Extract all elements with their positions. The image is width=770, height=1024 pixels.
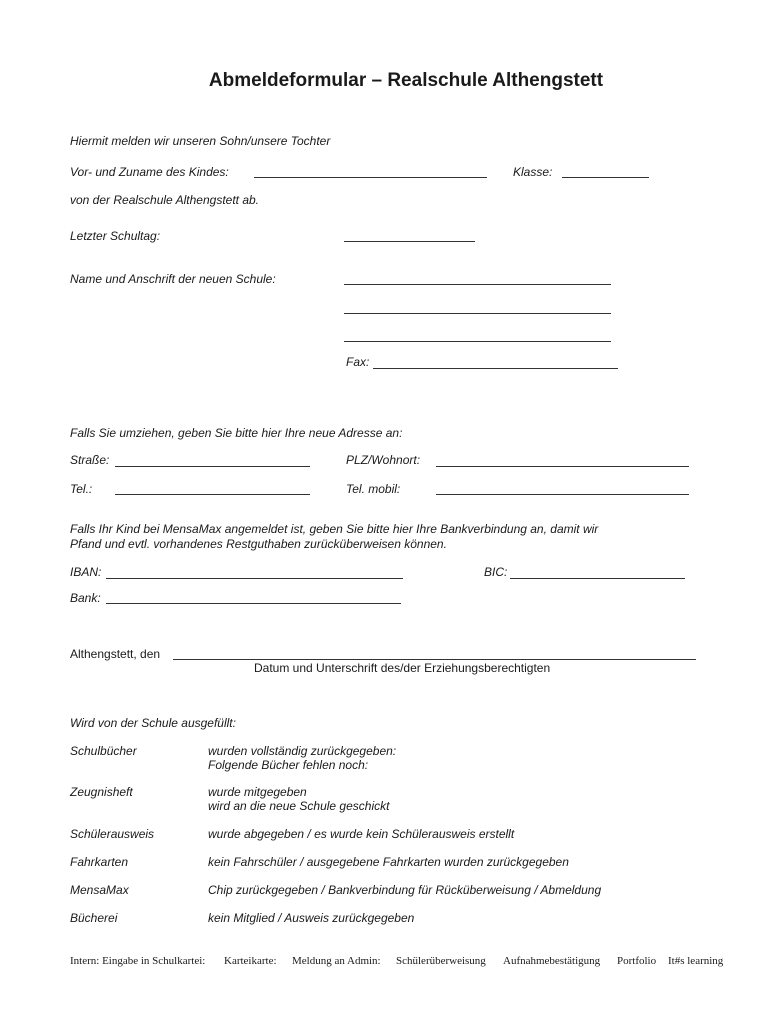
school-row-label: Schulbücher (70, 744, 137, 758)
bank-line[interactable] (106, 603, 401, 604)
footer-intern: Intern: Eingabe in Schulkartei: (70, 955, 206, 967)
new-school-line-3[interactable] (344, 341, 611, 342)
child-name-line[interactable] (254, 177, 487, 178)
last-day-line[interactable] (344, 241, 475, 242)
school-leave-text: von der Realschule Althengstett ab. (70, 193, 260, 207)
class-label: Klasse: (513, 165, 553, 179)
place-date-label: Althengstett, den (70, 647, 161, 661)
mensa-text-line-1: Falls Ihr Kind bei MensaMax angemeldet ist, geben Sie bitte hier Ihre Bankverbindung an, damit wir (70, 522, 599, 536)
bank-label: Bank: (70, 591, 101, 605)
footer-admin: Meldung an Admin: (292, 955, 381, 967)
signature-line[interactable] (173, 659, 696, 660)
school-row-text: kein Mitglied / Ausweis zurückgegeben (208, 911, 415, 925)
child-name-label: Vor- und Zuname des Kindes: (70, 165, 229, 179)
class-line[interactable] (562, 177, 649, 178)
street-line[interactable] (115, 466, 310, 467)
school-row-label: Schülerausweis (70, 827, 155, 841)
school-section-title: Wird von der Schule ausgefüllt: (70, 716, 236, 730)
school-row-label: MensaMax (70, 883, 129, 897)
iban-line[interactable] (106, 578, 403, 579)
mensa-text-line-2: Pfand und evtl. vorhandenes Restguthaben zurücküberweisen können. (70, 537, 447, 551)
new-address-intro: Falls Sie umziehen, geben Sie bitte hier Ihre neue Adresse an: (70, 426, 403, 440)
school-row-text: wurde mitgegeben (208, 785, 307, 799)
street-label: Straße: (70, 453, 110, 467)
school-row-label: Zeugnisheft (70, 785, 133, 799)
school-row-text: wurde abgegeben / es wurde kein Schülerausweis erstellt (208, 827, 515, 841)
footer-aufnahme: Aufnahmebestätigung (503, 955, 601, 967)
footer-portfolio: Portfolio (617, 955, 657, 967)
footer-ueberweisung: Schülerüberweisung (396, 955, 486, 967)
fax-label: Fax: (346, 355, 370, 369)
phone-label: Tel.: (70, 482, 93, 496)
school-row-label: Fahrkarten (70, 855, 129, 869)
school-row-label: Bücherei (70, 911, 118, 925)
bic-label: BIC: (484, 565, 508, 579)
school-row-text: wurden vollständig zurückgegeben: (208, 744, 397, 758)
school-row-text: Folgende Bücher fehlen noch: (208, 758, 369, 772)
footer-learning: It#s learning (668, 955, 724, 967)
new-school-line-2[interactable] (344, 313, 611, 314)
mobile-line[interactable] (436, 494, 689, 495)
new-school-label: Name und Anschrift der neuen Schule: (70, 272, 276, 286)
signature-caption: Datum und Unterschrift des/der Erziehungsberechtigten (254, 661, 551, 675)
footer-karteikarte: Karteikarte: (224, 955, 277, 967)
phone-line[interactable] (115, 494, 310, 495)
zip-city-label: PLZ/Wohnort: (346, 453, 421, 467)
school-row-text: wird an die neue Schule geschickt (208, 799, 390, 813)
intro-text: Hiermit melden wir unseren Sohn/unsere Tochter (70, 134, 331, 148)
new-school-line-1[interactable] (344, 284, 611, 285)
mobile-label: Tel. mobil: (346, 482, 401, 496)
bic-line[interactable] (510, 578, 685, 579)
fax-line[interactable] (373, 368, 618, 369)
iban-label: IBAN: (70, 565, 102, 579)
school-row-text: kein Fahrschüler / ausgegebene Fahrkarten wurden zurückgegeben (208, 855, 569, 869)
form-title: Abmeldeformular – Realschule Althengstett (208, 70, 604, 91)
zip-city-line[interactable] (436, 466, 689, 467)
school-row-text: Chip zurückgegeben / Bankverbindung für Rücküberweisung / Abmeldung (208, 883, 602, 897)
last-day-label: Letzter Schultag: (70, 229, 161, 243)
